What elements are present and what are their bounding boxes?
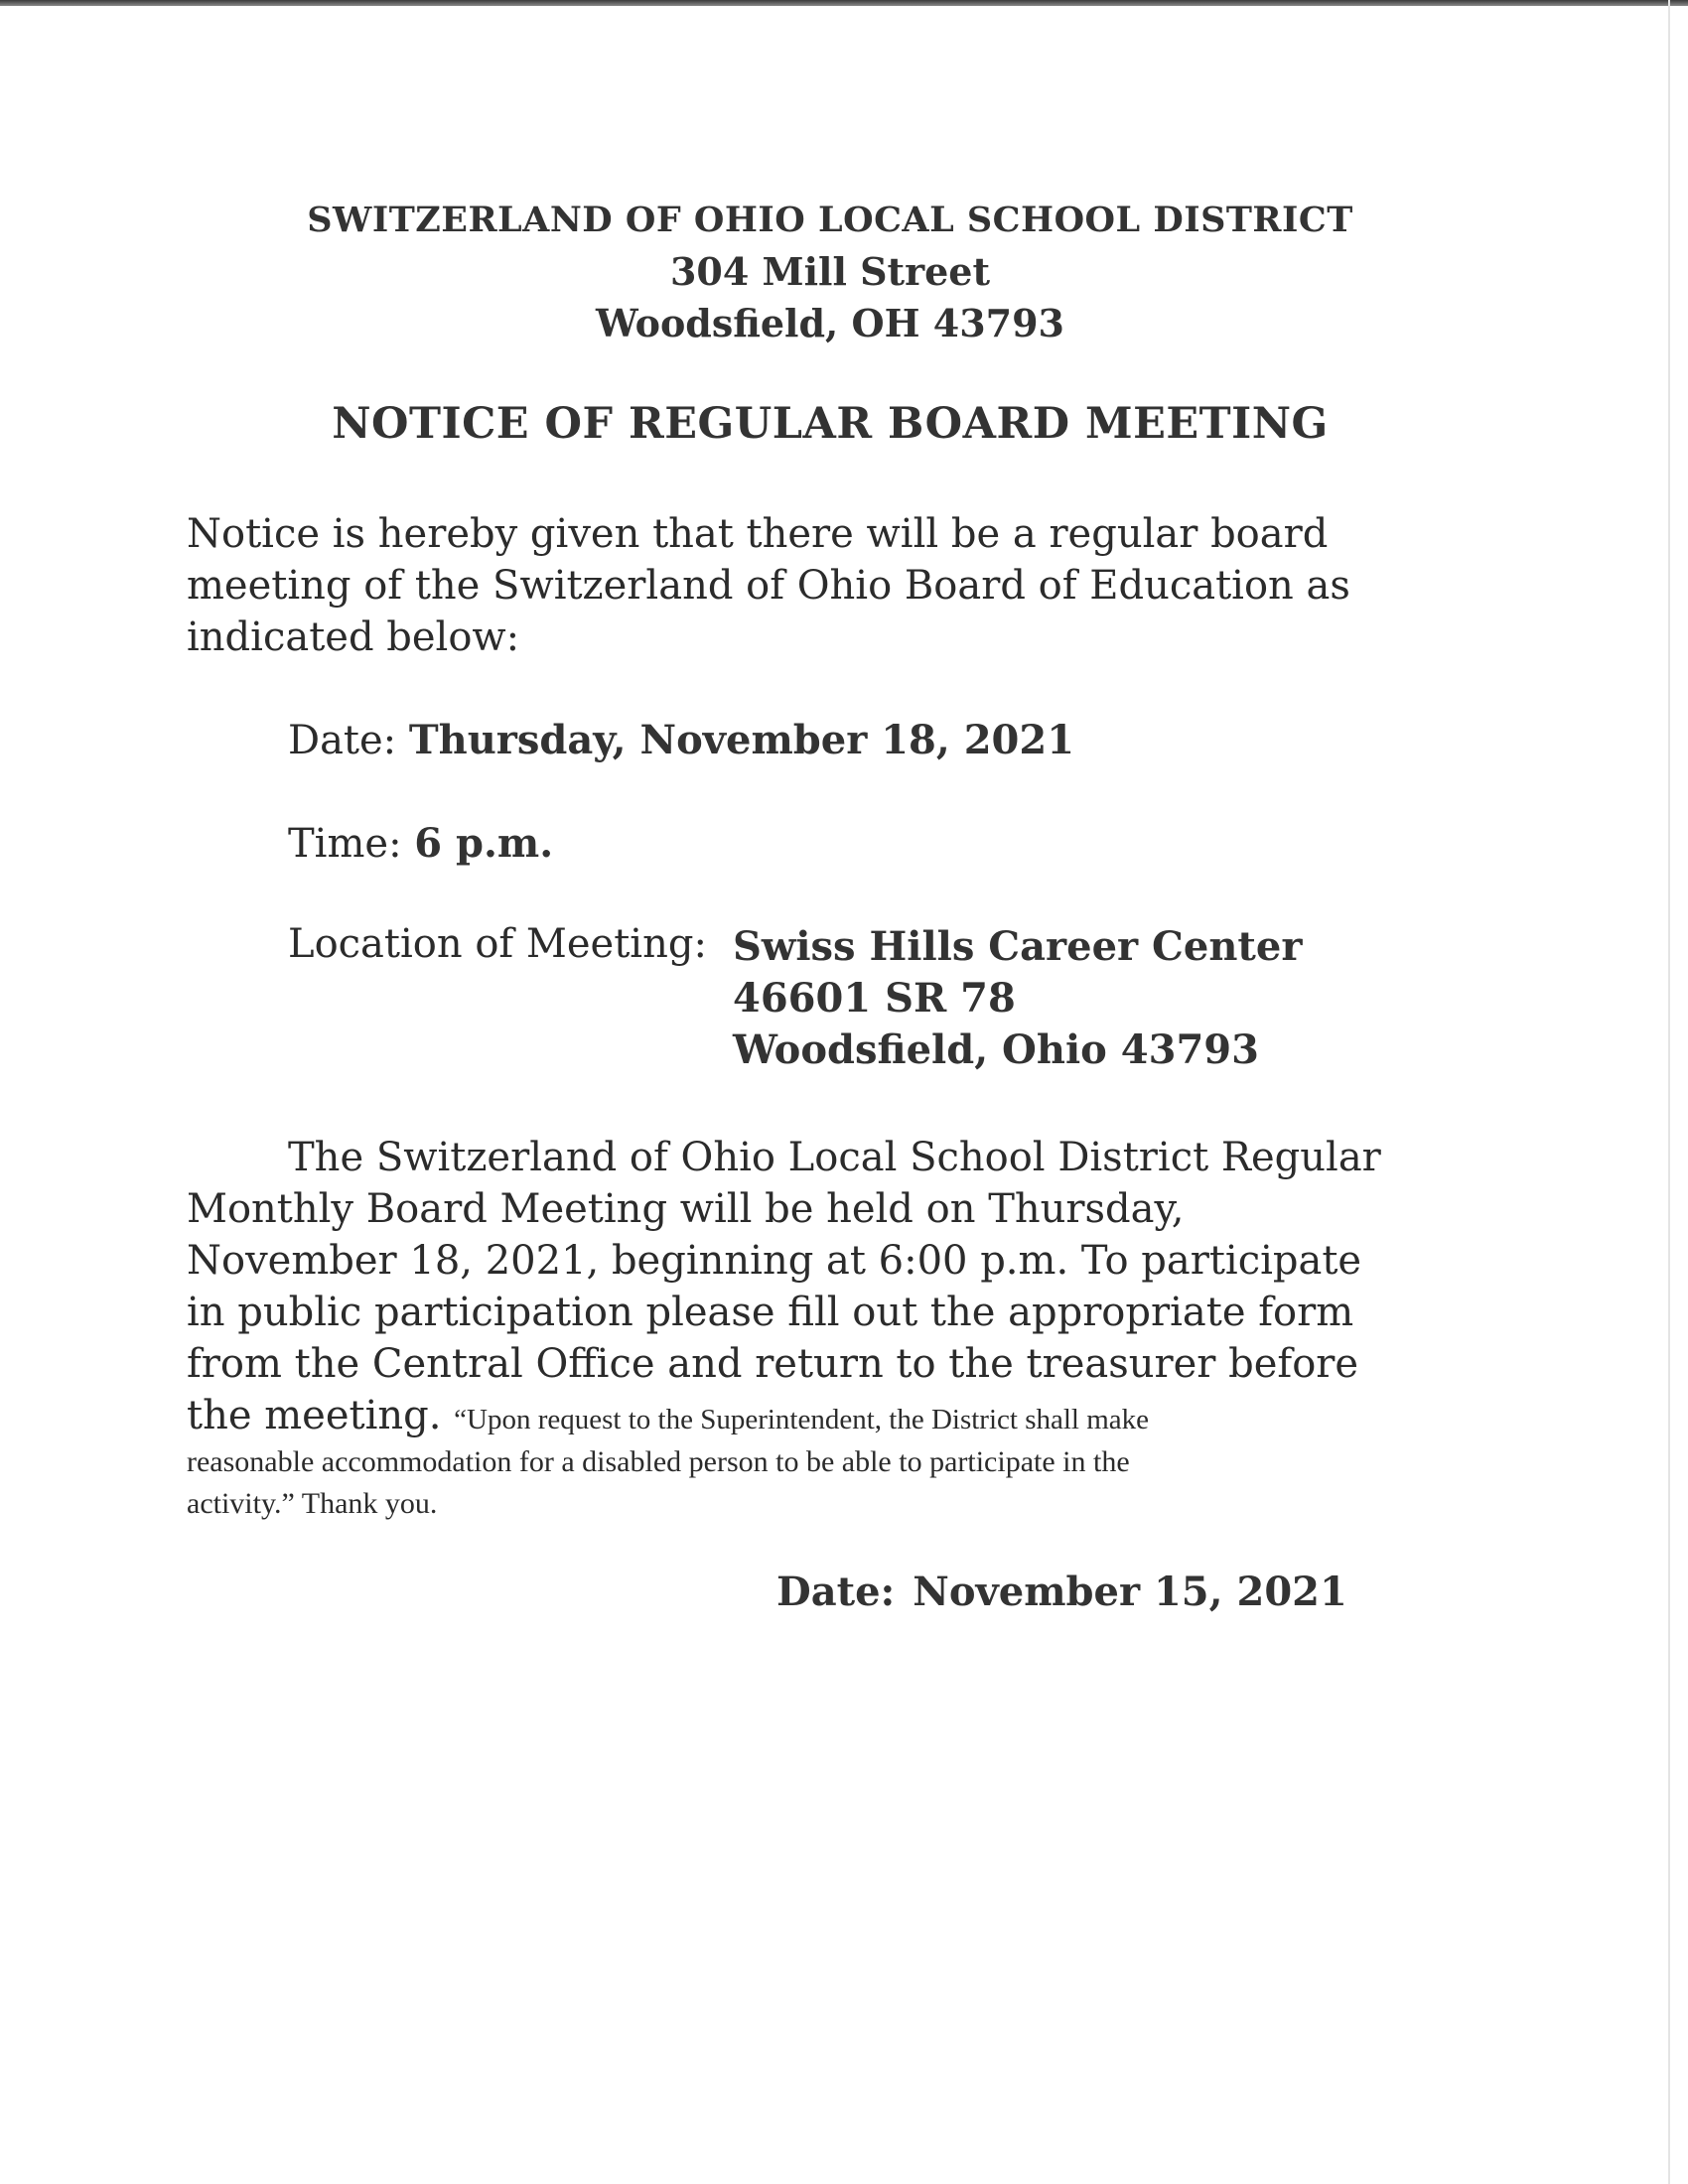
body-line: Monthly Board Meeting will be held on Thursday,: [187, 1186, 1185, 1232]
posted-date-label: Date:: [776, 1569, 896, 1615]
posted-date: [776, 1569, 1347, 1615]
body-paragraph: [187, 1132, 1477, 1441]
posted-date-value: November 15, 2021: [913, 1569, 1347, 1615]
meeting-date-row: [288, 717, 1074, 763]
accommodation-quote-start: “Upon request to the Superintendent, the District shall make: [454, 1404, 1150, 1435]
meeting-location-address: [733, 921, 1302, 1076]
meeting-date-label: Date:: [288, 718, 397, 763]
location-line: Woodsfield, Ohio 43793: [733, 1026, 1259, 1073]
body-line: from the Central Office and return to the treasurer before: [187, 1341, 1359, 1387]
notice-title: NOTICE OF REGULAR BOARD MEETING: [332, 399, 1329, 449]
intro-line: Notice is hereby given that there will be a regular board: [187, 511, 1329, 557]
meeting-time-row: [288, 820, 553, 867]
accommodation-line: activity.” Thank you.: [187, 1487, 438, 1520]
meeting-location-row: [288, 921, 707, 967]
letterhead: [0, 195, 1660, 349]
meeting-time-label: Time:: [288, 821, 402, 867]
body-line-mixed: [187, 1390, 1477, 1441]
district-street: 304 Mill Street: [669, 249, 991, 294]
location-line: 46601 SR 78: [733, 975, 1016, 1022]
body-line: November 18, 2021, beginning at 6:00 p.m. To participate: [187, 1238, 1362, 1284]
accommodation-line: reasonable accommodation for a disabled person to be able to participate in the: [187, 1445, 1130, 1478]
body-line: The Switzerland of Ohio Local School District Regular: [288, 1135, 1381, 1180]
accommodation-quote: [187, 1441, 1130, 1525]
location-line: Swiss Hills Career Center: [733, 923, 1303, 970]
meeting-time-value: 6 p.m.: [414, 820, 554, 867]
meeting-location-label: Location of Meeting:: [288, 921, 707, 967]
district-city: Woodsfield, OH 43793: [596, 301, 1064, 345]
district-name: SWITZERLAND OF OHIO LOCAL SCHOOL DISTRICT: [307, 200, 1353, 240]
scan-right-edge: [1668, 0, 1670, 2184]
body-line-large: the meeting.: [187, 1393, 442, 1438]
scan-top-edge: [0, 0, 1688, 6]
intro-line: meeting of the Switzerland of Ohio Board of Education as: [187, 563, 1350, 609]
intro-paragraph: [187, 508, 1477, 663]
meeting-date-value: Thursday, November 18, 2021: [408, 717, 1075, 763]
body-line: in public participation please fill out the appropriate form: [187, 1290, 1354, 1335]
intro-line: indicated below:: [187, 614, 520, 660]
